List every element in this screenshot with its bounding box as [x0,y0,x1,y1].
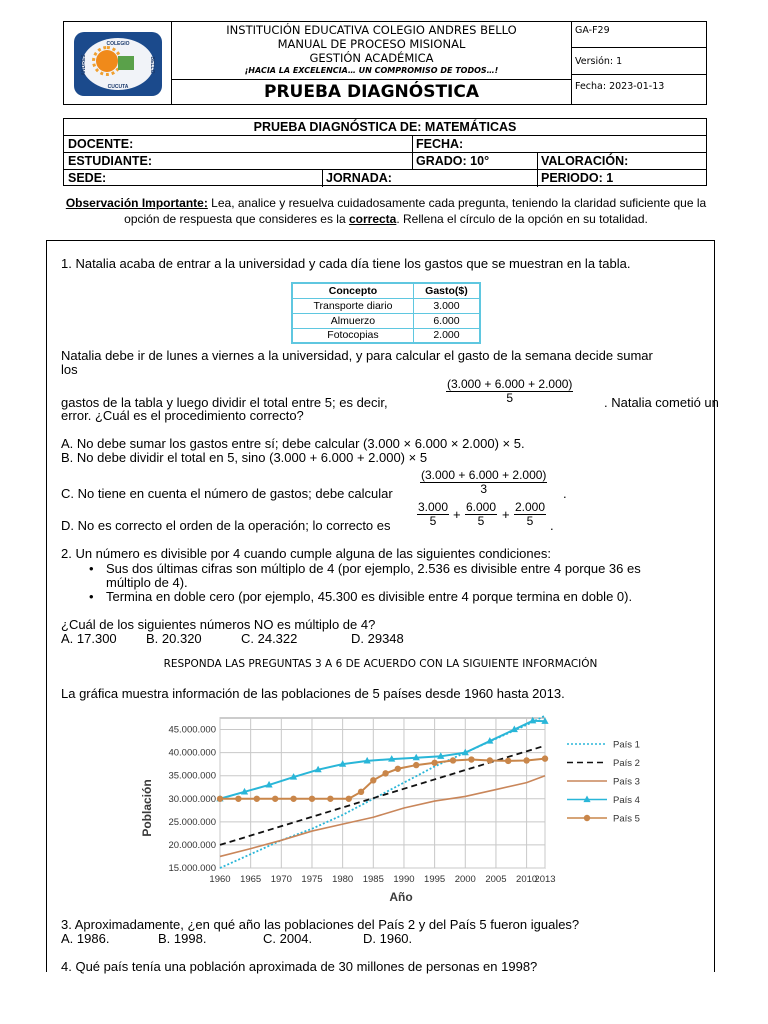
y-tick-label: 20.000.000 [168,839,216,851]
slogan: ¡HACIA LA EXCELENCIA… UN COMPROMISO DE TODOS…! [244,66,499,75]
table-cell: 6.000 [413,313,480,328]
logo-text-right: BELLO [149,56,155,74]
q3-option-a[interactable]: A. 1986. [61,931,110,946]
manual-name: MANUAL DE PROCESO MISIONAL [277,37,466,51]
periodo-field[interactable]: PERIODO: 1 [541,171,614,185]
fraction-numerator: 3.000 [418,500,449,514]
x-tick-label: 1960 [209,874,231,885]
document-code: GA-F29 [572,22,706,48]
q3-option-b[interactable]: B. 1998. [158,931,207,946]
table-header-concepto: Concepto [292,283,413,298]
student-info-table [63,118,707,186]
legend-marker-pais-5 [584,815,590,821]
table-cell: 2.000 [413,328,480,343]
sede-field[interactable]: SEDE: [68,171,107,185]
logo-cell [64,22,172,104]
fraction-d-3 [514,501,546,528]
option-c-period: . [563,486,567,501]
q1-paragraph-3: error. ¿Cuál es el procedimiento correcto? [61,408,304,423]
q2-question: ¿Cuál de los siguientes números NO es múltiplo de 4? [61,617,376,632]
fraction-denominator: 5 [526,514,534,528]
data-point-pais-5 [542,755,548,761]
data-point-pais-5 [431,760,437,766]
fraction-numerator: 6.000 [466,500,497,514]
q2-bullet-1: • Sus dos últimas cifras son múltiplo de 4 (por ejemplo, 2.536 es divisible entre 4 porque 36 es [106,561,641,576]
q4-stem: 4. Qué país tenía una población aproximada de 30 millones de personas en 1998? [61,959,538,974]
x-tick-label: 1990 [393,874,415,885]
table-cell: 3.000 [413,298,480,313]
legend-label-pais-5: País 5 [613,813,640,825]
x-tick-label: 2010 [516,874,538,885]
data-point-pais-5 [217,796,223,802]
q2-option-b[interactable]: B. 20.320 [146,631,202,646]
valoracion-field[interactable]: VALORACIÓN: [541,154,629,168]
data-point-pais-5 [468,756,474,762]
q1-paragraph-1a: Natalia debe ir de lunes a viernes a la universidad, y para calcular el gasto de la semana decide sumar [61,348,653,363]
legend-label-pais-2: País 2 [613,758,640,769]
logo-text-bottom: CUCUTA [107,84,129,90]
header-meta [572,22,706,104]
x-tick-label: 2013 [534,874,556,885]
x-tick-label: 1995 [424,874,446,885]
q3-option-c[interactable]: C. 2004. [263,931,313,946]
fraction-denominator: 5 [429,514,437,528]
option-d-period: . [550,518,554,533]
q1-option-b[interactable]: B. No debe dividir el total en 5, sino (3.000 + 6.000 + 2.000) × 5 [61,450,428,465]
q2-bullet-1-cont: múltiplo de 4). [106,575,188,590]
expenses-table [291,282,481,344]
fraction-denominator: 5 [506,391,514,405]
section-instruction: RESPONDA LAS PREGUNTAS 3 A 6 DE ACUERDO CON LA SIGUIENTE INFORMACIÓN [163,658,598,670]
document-title: PRUEBA DIAGNÓSTICA [172,79,571,104]
q1-option-d[interactable]: D. No es correcto el orden de la operación; lo correcto es [61,518,391,533]
data-point-pais-5 [290,796,296,802]
q1-stem: 1. Natalia acaba de entrar a la universidad y cada día tiene los gastos que se muestran en la tabla. [61,256,631,271]
table-header-gasto: Gasto($) [413,283,480,298]
fraction-numerator: (3.000 + 6.000 + 2.000) [421,468,547,482]
q3-option-d[interactable]: D. 1960. [363,931,413,946]
data-point-pais-5 [395,766,401,772]
y-axis-ticks [168,725,216,874]
data-point-pais-5 [272,796,278,802]
x-tick-label: 1970 [270,874,292,885]
fraction-d-1 [417,501,449,528]
x-tick-label: 1985 [362,874,384,885]
fraction-denominator: 5 [477,514,485,528]
observation-text-2: opción de respuesta que consideres es la [124,212,349,226]
observation-bold: correcta [348,212,397,226]
x-tick-label: 1975 [301,874,323,885]
school-logo [74,32,162,96]
area-name: GESTIÓN ACADÉMICA [309,51,434,65]
x-tick-label: 1980 [332,874,354,885]
document-date: Fecha: 2023-01-13 [575,81,665,92]
y-tick-label: 15.000.000 [168,863,216,874]
data-point-pais-5 [254,796,260,802]
docente-field[interactable]: DOCENTE: [68,137,134,151]
fraction-natalia [446,378,573,405]
q2-option-a[interactable]: A. 17.300 [61,631,117,646]
y-tick-label: 40.000.000 [168,747,216,759]
chart-legend [567,740,640,825]
q2-stem: 2. Un número es divisible por 4 cuando cumple alguna de las siguientes condiciones: [61,546,551,561]
q3-stem: 3. Aproximadamente, ¿en qué año las poblaciones del País 2 y del País 5 fueron iguales? [61,917,580,932]
data-point-pais-5 [450,757,456,763]
data-point-pais-5 [382,770,388,776]
observation-label: Observación Importante: [65,196,208,210]
table-cell: Fotocopias [292,328,413,343]
q1-paragraph-2a: gastos de la tabla y luego dividir el total entre 5; es decir, [61,395,388,410]
legend-label-pais-4: País 4 [613,795,640,806]
x-tick-label: 2000 [454,874,476,885]
y-tick-label: 25.000.000 [168,816,216,828]
header-title-block [172,22,572,104]
data-point-pais-5 [413,762,419,768]
x-axis-ticks [209,874,555,885]
q1-option-c[interactable]: C. No tiene en cuenta el número de gastos; debe calcular [61,486,393,501]
fecha-field[interactable]: FECHA: [416,137,464,151]
fraction-numerator: (3.000 + 6.000 + 2.000) [447,377,573,391]
fraction-option-c [420,469,547,496]
document-version: Versión: 1 [572,48,706,75]
fraction-numerator: 2.000 [515,500,546,514]
data-point-pais-5 [487,757,493,763]
jornada-field[interactable]: JORNADA: [326,171,392,185]
observation-note [56,195,716,227]
logo-text-left: ANDRES [81,54,87,76]
grado-field[interactable]: GRADO: 10° [416,154,490,168]
q2-option-d[interactable]: D. 29348 [351,631,404,646]
institution-name: INSTITUCIÓN EDUCATIVA COLEGIO ANDRES BELLO [226,23,517,37]
logo-text-top: COLEGIO [106,41,130,47]
y-tick-label: 45.000.000 [168,724,216,736]
q1-paragraph-2b: . Natalia cometió un [604,395,719,410]
q1-option-a[interactable]: A. No debe sumar los gastos entre sí; debe calcular (3.000 × 6.000 × 2.000) × 5. [61,436,525,451]
data-point-pais-5 [235,796,241,802]
observation-text-1: Lea, analice y resuelva cuidadosamente cada pregunta, teniendo la claridad suficiente que la [207,196,707,210]
legend-label-pais-3: País 3 [613,776,640,788]
q1-paragraph-1b: los [61,362,78,377]
y-axis-label: Población [140,779,154,837]
data-point-pais-5 [358,789,364,795]
plus-sign: + [453,507,461,522]
legend-label-pais-1: País 1 [613,739,640,751]
population-chart [137,710,640,906]
data-point-pais-5 [327,796,333,802]
table-cell: Almuerzo [292,313,413,328]
data-point-pais-5 [309,796,315,802]
table-cell: Transporte diario [292,298,413,313]
estudiante-field[interactable]: ESTUDIANTE: [68,154,153,168]
fraction-denominator: 3 [480,482,488,496]
subject-title: PRUEBA DIAGNÓSTICA DE: MATEMÁTICAS [253,120,517,134]
data-point-pais-5 [370,777,376,783]
data-point-pais-5 [505,758,511,764]
plus-sign: + [502,507,510,522]
x-tick-label: 2005 [485,874,507,885]
x-axis-label: Año [389,890,413,904]
y-tick-label: 35.000.000 [168,770,216,782]
observation-text-3: . Rellena el círculo de la opción en su totalidad. [396,212,648,226]
x-tick-label: 1965 [240,874,262,885]
y-tick-label: 30.000.000 [168,793,216,805]
data-point-pais-5 [346,796,352,802]
fraction-d-2 [465,501,497,528]
q2-bullet-2: • Termina en doble cero (por ejemplo, 45.300 es divisible entre 4 porque termina en doble 0). [106,589,632,604]
graph-intro: La gráfica muestra información de las poblaciones de 5 países desde 1960 hasta 2013. [61,686,565,701]
document-header [63,21,707,105]
data-point-pais-5 [523,757,529,763]
q2-option-c[interactable]: C. 24.322 [241,631,298,646]
